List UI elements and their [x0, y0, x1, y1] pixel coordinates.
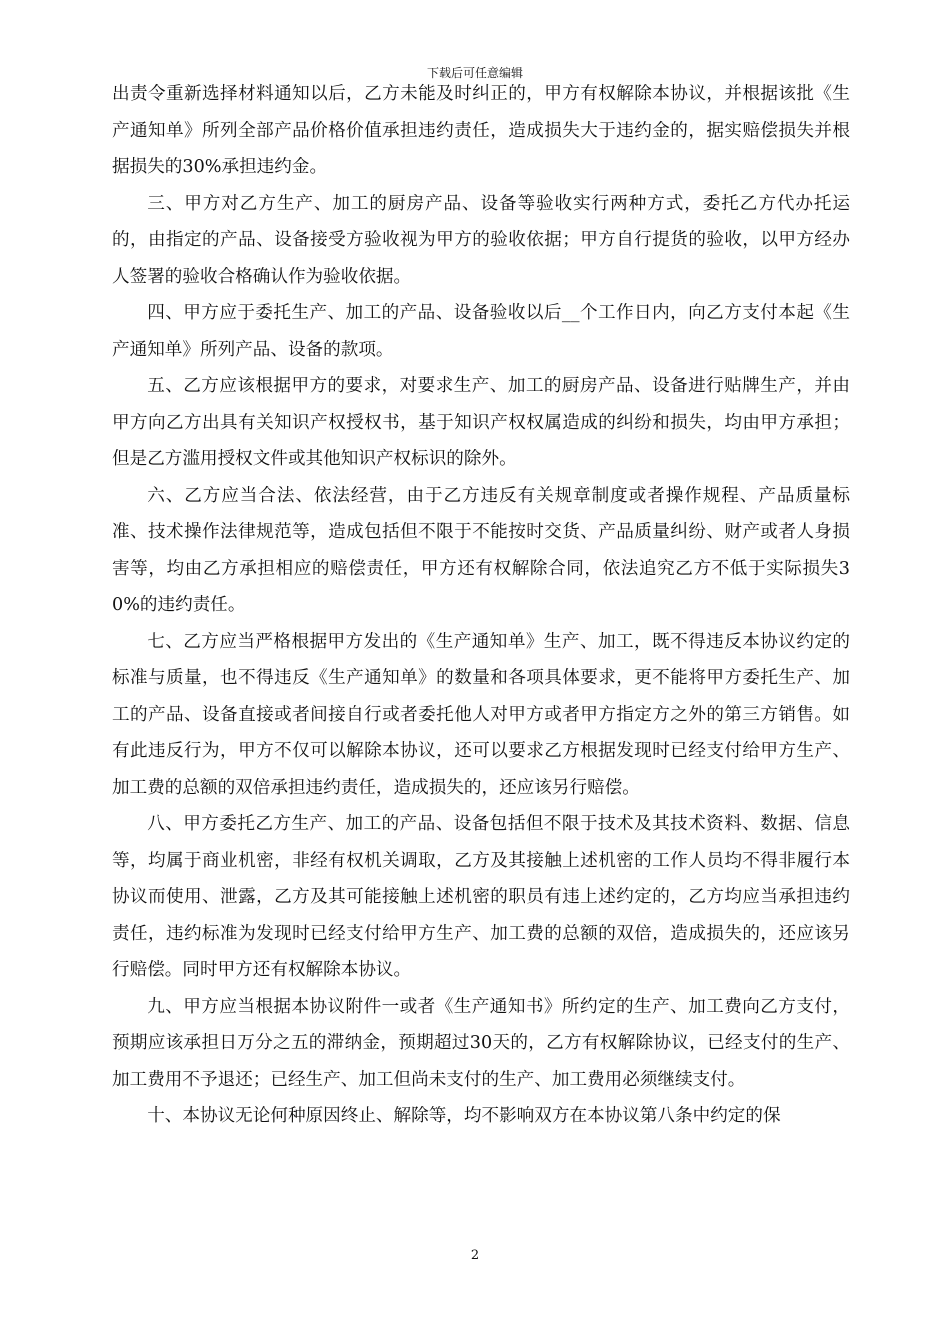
paragraph-clause-8: 八、甲方委托乙方生产、加工的产品、设备包括但不限于技术及其技术资料、数据、信息等，均属于商业机密，非经有权机关调取，乙方及其接触上述机密的工作人员均不得非履行本协议而使用、泄露，乙方及其可能接触上述机密的职员有违上述约定的，乙方均应当承担违约责任，违约标准为发现时已经支付给甲方生产、加工费的总额的双倍，造成损失的，还应该另行赔偿。同时甲方还有权解除本协议。	[112, 814, 850, 980]
paragraph-clause-3: 三、甲方对乙方生产、加工的厨房产品、设备等验收实行两种方式，委托乙方代办托运的，由指定的产品、设备接受方验收视为甲方的验收依据；甲方自行提货的验收，以甲方经办人签署的验收合格确认作为验收依据。	[112, 193, 850, 287]
paragraph-continuation: 出责令重新选择材料通知以后，乙方未能及时纠正的，甲方有权解除本协议，并根据该批《生产通知单》所列全部产品价格价值承担违约责任，造成损失大于违约金的，据实赔偿损失并根据损失的30%承担违约金。	[112, 84, 850, 177]
page-header: 下载后可任意编辑	[426, 66, 523, 80]
page-number: 2	[470, 1248, 480, 1263]
paragraph-clause-6: 六、乙方应当合法、依法经营，由于乙方违反有关规章制度或者操作规程、产品质量标准、技术操作法律规范等，造成包括但不限于不能按时交货、产品质量纠纷、财产或者人身损害等，均由乙方承担相应的赔偿责任，甲方还有权解除合同，依法追究乙方不低于实际损失30%的违约责任。	[112, 485, 850, 615]
paragraph-clause-5: 五、乙方应该根据甲方的要求，对要求生产、加工的厨房产品、设备进行贴牌生产，并由甲方向乙方出具有关知识产权授权书，基于知识产权权属造成的纠纷和损失，均由甲方承担；但是乙方滥用授权文件或其他知识产权标识的除外。	[112, 376, 850, 469]
paragraph-clause-9: 九、甲方应当根据本协议附件一或者《生产通知书》所约定的生产、加工费向乙方支付，预期应该承担日万分之五的滞纳金，预期超过30天的，乙方有权解除协议，已经支付的生产、加工费用不予退还；已经生产、加工但尚未支付的生产、加工费用必须继续支付。	[112, 996, 850, 1090]
document-body	[112, 76, 850, 1135]
paragraph-clause-4: 四、甲方应于委托生产、加工的产品、设备验收以后__个工作日内，向乙方支付本起《生产通知单》所列产品、设备的款项。	[112, 303, 850, 360]
paragraph-clause-10: 十、本协议无论何种原因终止、解除等，均不影响双方在本协议第八条中约定的保	[147, 1106, 781, 1126]
paragraph-clause-7: 七、乙方应当严格根据甲方发出的《生产通知单》生产、加工，既不得违反本协议约定的标准与质量，也不得违反《生产通知单》的数量和各项具体要求，更不能将甲方委托生产、加工的产品、设备直接或者间接自行或者委托他人对甲方或者甲方指定方之外的第三方销售。如有此违反行为，甲方不仅可以解除本协议，还可以要求乙方根据发现时已经支付给甲方生产、加工费的总额的双倍承担违约责任，造成损失的，还应该另行赔偿。	[112, 631, 850, 798]
